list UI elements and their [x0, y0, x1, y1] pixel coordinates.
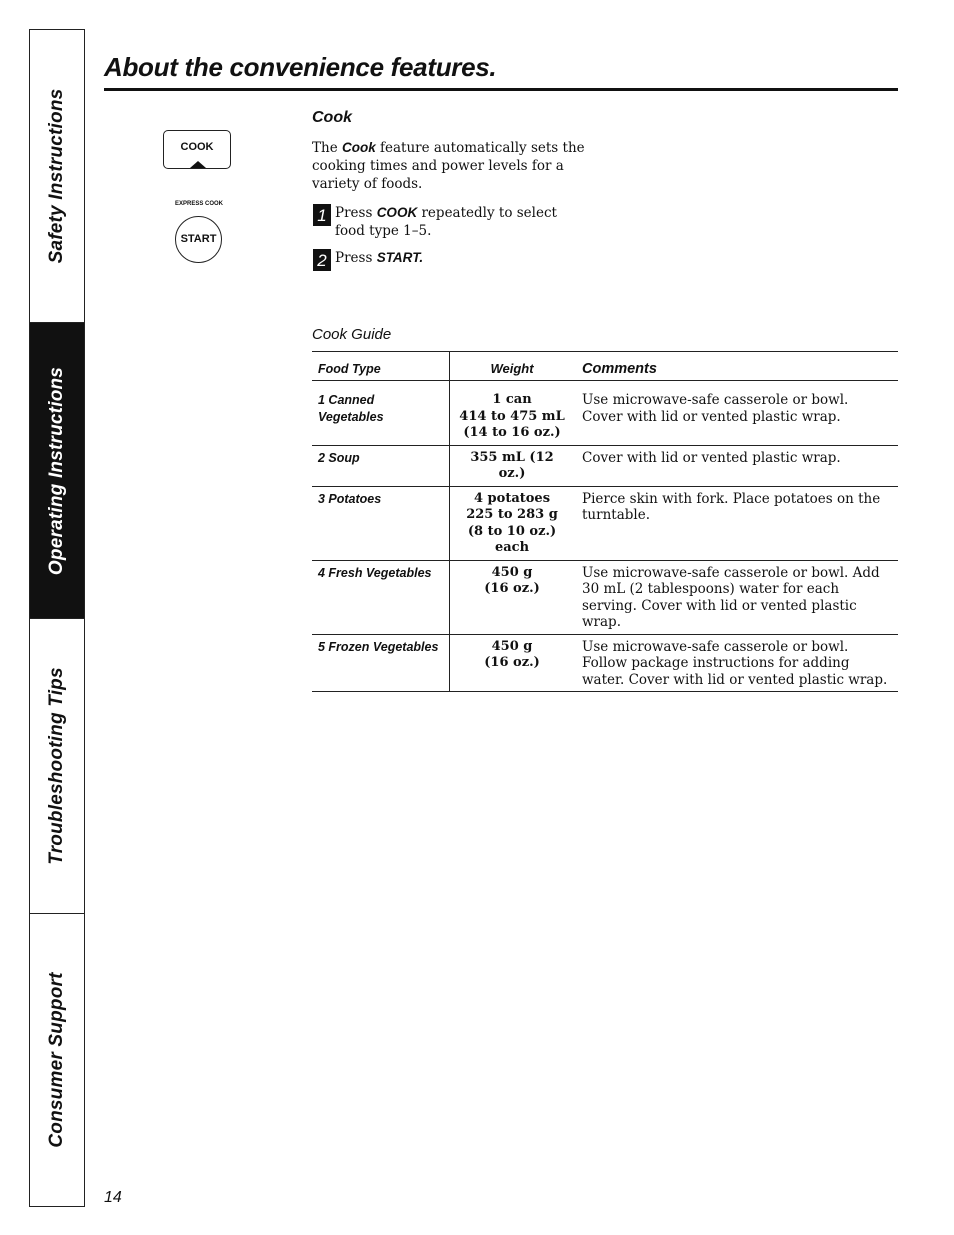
weight-cell — [450, 445, 575, 486]
weight-line: 225 to 283 g — [466, 507, 558, 522]
table-row — [312, 381, 898, 446]
table-row — [312, 634, 898, 692]
comments-cell: Use microwave-safe casserole or bowl. Cover with lid or vented plastic wrap. — [574, 381, 898, 446]
title-divider — [104, 88, 898, 91]
arrow-up-icon — [190, 161, 206, 168]
food-type-cell: 1 Canned Vegetables — [312, 381, 450, 446]
step-text-post: repeatedly to select food type 1–5. — [335, 205, 557, 239]
express-cook-label: EXPRESS COOK — [174, 201, 223, 207]
weight-line: 355 mL (12 oz.) — [470, 449, 554, 481]
weight-line: 450 g — [491, 564, 533, 580]
food-type-cell: 2 Soup — [312, 445, 450, 486]
cook-intro-text — [312, 139, 602, 193]
cook-guide-table — [312, 351, 898, 692]
step-text-pre: Press — [335, 205, 377, 221]
weight-cell — [450, 381, 575, 446]
comments-cell: Use microwave-safe casserole or bowl. Follow package instructions for adding water. Cover with lid or vented plastic wrap. — [574, 634, 898, 692]
comments-cell: Use microwave-safe casserole or bowl. Add 30 mL (2 tablespoons) water for each serving. Cover with lid or vented plastic wrap. — [574, 560, 898, 634]
intro-text-pre: The — [312, 140, 342, 156]
tab-label: Safety Instructions — [46, 88, 67, 264]
start-key-illustration — [175, 216, 222, 263]
page-title: About the convenience features. — [104, 52, 497, 82]
food-type-cell: 4 Fresh Vegetables — [312, 560, 450, 634]
step-2 — [313, 249, 583, 273]
weight-line: 1 can — [492, 392, 532, 407]
table-row — [312, 486, 898, 560]
tab-troubleshooting-tips[interactable] — [30, 619, 84, 914]
weight-cell — [450, 486, 575, 560]
weight-line: 450 g — [491, 638, 533, 654]
step-1 — [313, 204, 583, 242]
cook-guide-label: Cook Guide — [312, 326, 392, 343]
intro-text-post: feature automatically sets the cooking times and power levels for a variety of foods. — [312, 140, 585, 192]
page-number: 14 — [104, 1189, 122, 1206]
weight-line: 4 potatoes — [473, 490, 551, 506]
intro-keyword: Cook — [341, 140, 376, 155]
side-tabs — [29, 29, 85, 1207]
tab-label: Troubleshooting Tips — [46, 667, 67, 865]
comments-cell: Pierce skin with fork. Place potatoes on the turntable. — [574, 486, 898, 560]
start-key-label: START — [180, 233, 217, 245]
step-text — [335, 249, 585, 267]
table-row — [312, 560, 898, 634]
tab-operating-instructions[interactable] — [30, 323, 84, 619]
tab-label: Consumer Support — [46, 972, 67, 1148]
section-heading-cook: Cook — [312, 109, 352, 126]
column-header-comments: Comments — [574, 352, 898, 381]
step-text — [335, 204, 585, 240]
weight-line: (14 to 16 oz.) — [463, 425, 561, 440]
weight-line: 414 to 475 mL — [459, 408, 565, 424]
cook-key-illustration — [163, 130, 231, 169]
cook-key-label: COOK — [180, 141, 214, 153]
food-type-cell: 5 Frozen Vegetables — [312, 634, 450, 692]
weight-cell — [450, 634, 575, 692]
column-header-weight: Weight — [450, 352, 575, 381]
food-type-cell: 3 Potatoes — [312, 486, 450, 560]
weight-cell — [450, 560, 575, 634]
weight-line: (16 oz.) — [484, 655, 540, 670]
step-keyword: START. — [376, 250, 424, 265]
step-number-badge: 1 — [313, 204, 331, 226]
weight-line: (8 to 10 oz.) each — [467, 523, 557, 555]
tab-safety-instructions[interactable] — [30, 30, 84, 323]
table-header-row — [312, 352, 898, 381]
tab-consumer-support[interactable] — [30, 914, 84, 1206]
weight-line: (16 oz.) — [484, 581, 540, 596]
table-row — [312, 445, 898, 486]
column-header-food-type: Food Type — [312, 352, 450, 381]
tab-label: Operating Instructions — [46, 366, 67, 575]
step-keyword: COOK — [376, 205, 418, 220]
step-text-pre: Press — [335, 250, 377, 266]
comments-cell: Cover with lid or vented plastic wrap. — [574, 445, 898, 486]
step-number-badge: 2 — [313, 249, 331, 271]
